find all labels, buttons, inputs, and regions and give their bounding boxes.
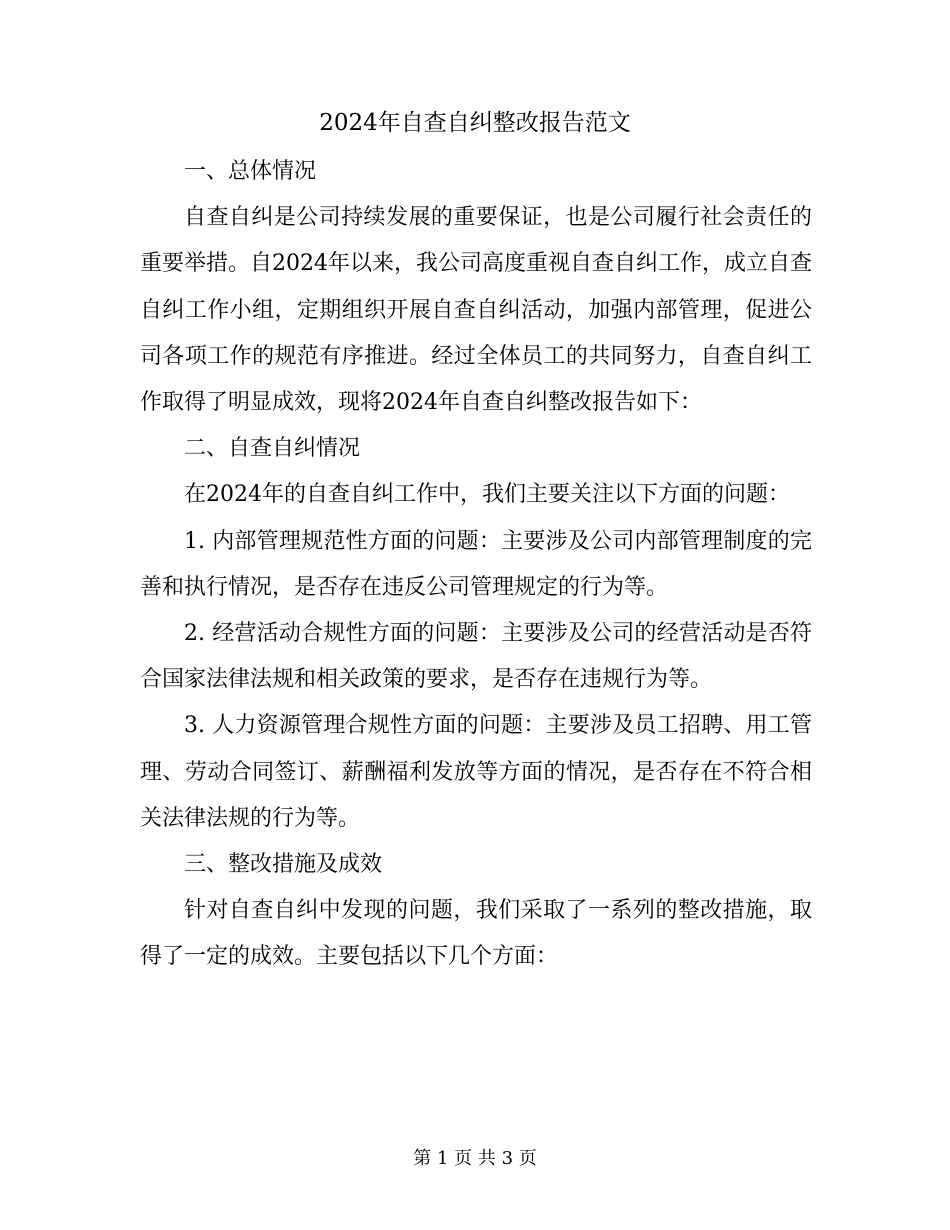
document-body <box>140 149 812 981</box>
list-item-internal-management: 1. 内部管理规范性方面的问题：主要涉及公司内部管理制度的完善和执行情况，是否存在违反公司管理规定的行为等。 <box>140 528 812 600</box>
paragraph-overview: 自查自纠是公司持续发展的重要保证，也是公司履行社会责任的重要举措。自2024年以来，我公司高度重视自查自纠工作，成立自查自纠工作小组，定期组织开展自查自纠活动，加强内部管理，促进公司各项工作的规范有序推进。经过全体员工的共同努力，自查自纠工作取得了明显成效，现将2024年自查自纠整改报告如下： <box>140 205 812 416</box>
section-heading-overview: 一、总体情况 <box>184 159 317 184</box>
section-heading-self-inspection: 二、自查自纠情况 <box>184 436 361 462</box>
page-number-footer: 第 1 页 共 3 页 <box>413 1148 537 1169</box>
document-title: 2024年自查自纠整改报告范文 <box>319 110 631 136</box>
section-heading-rectification: 三、整改措施及成效 <box>184 852 383 878</box>
paragraph-self-inspection-intro: 在2024年的自查自纠工作中，我们主要关注以下方面的问题： <box>184 482 790 508</box>
paragraph-rectification-intro: 针对自查自纠中发现的问题，我们采取了一系列的整改措施，取得了一定的成效。主要包括以下几个方面： <box>140 898 812 970</box>
list-item-business-compliance: 2. 经营活动合规性方面的问题：主要涉及公司的经营活动是否符合国家法律法规和相关政策的要求，是否存在违规行为等。 <box>140 621 812 693</box>
list-item-hr-compliance: 3. 人力资源管理合规性方面的问题：主要涉及员工招聘、用工管理、劳动合同签订、薪酬福利发放等方面的情况，是否存在不符合相关法律法规的行为等。 <box>140 713 812 831</box>
